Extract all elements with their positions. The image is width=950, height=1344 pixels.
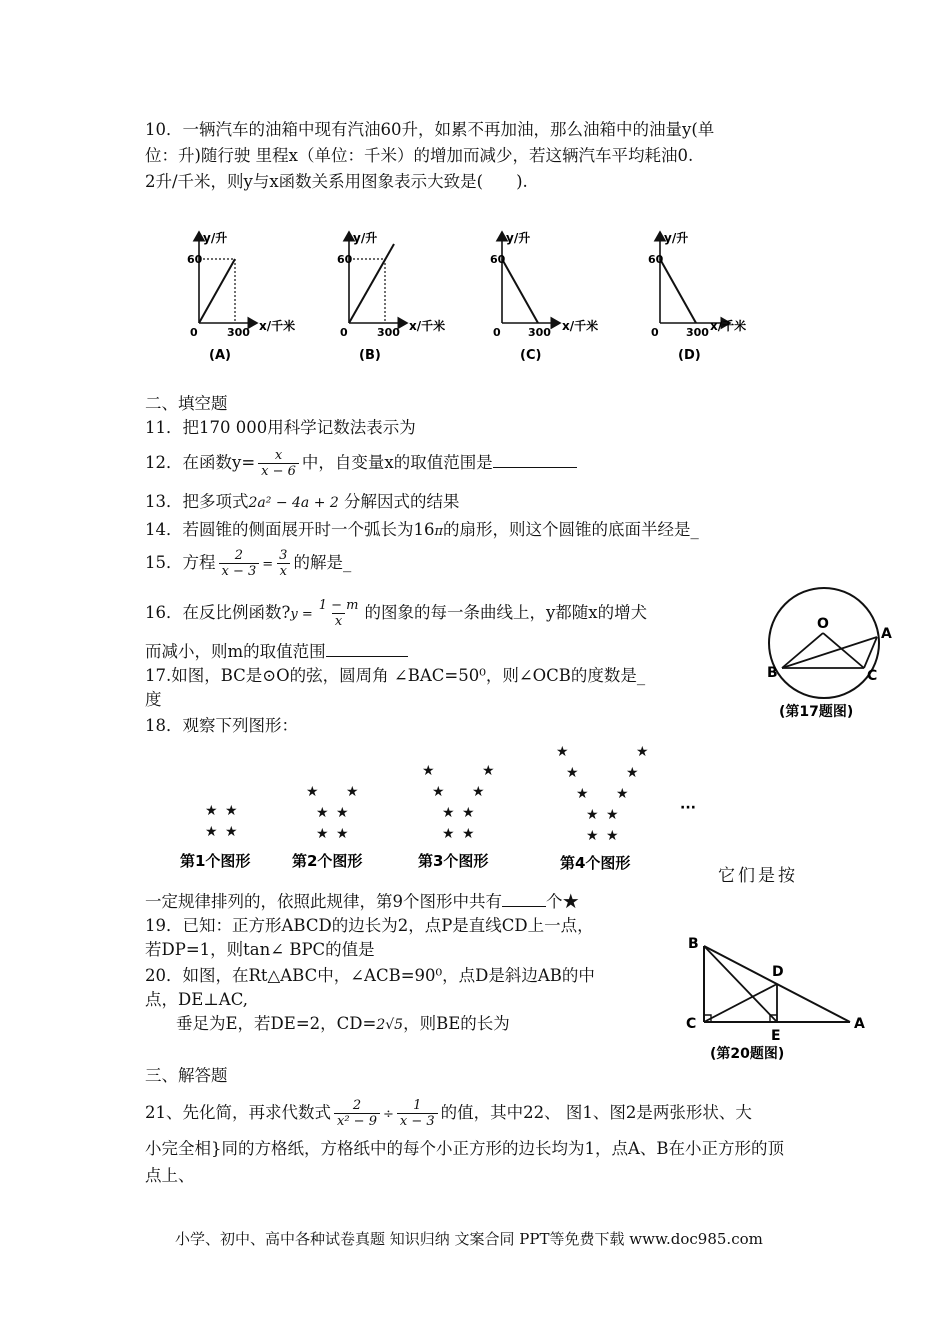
q16-num: 1 − m bbox=[318, 598, 359, 613]
fig20-label-d: D bbox=[772, 964, 784, 980]
q12-num: x bbox=[274, 448, 283, 463]
svg-text:★: ★ bbox=[225, 824, 238, 840]
graph-c bbox=[490, 230, 598, 363]
q13-pre: 13．把多项式 bbox=[145, 492, 249, 511]
star-pattern-1 bbox=[205, 803, 238, 840]
graph-b-x300: 300 bbox=[377, 326, 400, 339]
svg-text:★: ★ bbox=[442, 805, 455, 821]
q12-den: x − 6 bbox=[258, 463, 299, 479]
svg-text:★: ★ bbox=[442, 826, 455, 842]
q15-den1: x − 3 bbox=[219, 563, 260, 579]
svg-text:★: ★ bbox=[482, 763, 495, 779]
q21-pre: 21、先化简，再求代数式 bbox=[145, 1103, 331, 1122]
q16-line2-text: 而减小，则m的取值范围 bbox=[145, 642, 326, 661]
q12-answer-blank[interactable] bbox=[493, 449, 577, 468]
q19-line1: 19．已知：正方形ABCD的边长为2，点P是直线CD上一点， bbox=[145, 916, 594, 935]
q14-pi: π bbox=[434, 524, 444, 539]
graph-b bbox=[337, 230, 445, 363]
graph-b-label: (B) bbox=[359, 348, 381, 363]
q16-y: y = bbox=[290, 607, 313, 622]
q18-line2 bbox=[145, 888, 579, 914]
q12-pre: 12．在函数y= bbox=[145, 453, 256, 472]
fig20-label-c: C bbox=[686, 1016, 697, 1032]
svg-text:★: ★ bbox=[606, 807, 619, 823]
q17-line2: 度 bbox=[145, 690, 162, 709]
svg-text:★: ★ bbox=[472, 784, 485, 800]
graph-d-y60: 60 bbox=[648, 253, 664, 266]
graph-d-x300: 300 bbox=[686, 326, 709, 339]
svg-text:★: ★ bbox=[346, 784, 359, 800]
fig17-label-o: O bbox=[817, 616, 829, 632]
svg-text:★: ★ bbox=[462, 826, 475, 842]
q18-star-patterns bbox=[0, 735, 950, 875]
q18-caption-1: 第1个图形 bbox=[180, 852, 251, 870]
q15-num1: 2 bbox=[234, 548, 244, 563]
svg-text:★: ★ bbox=[616, 786, 629, 802]
graph-a-label: (A) bbox=[209, 348, 231, 363]
fig17-label-b: B bbox=[767, 665, 778, 681]
q21-div: ÷ bbox=[382, 1107, 394, 1122]
fig17-circle-diagram bbox=[765, 585, 905, 725]
q12-fraction bbox=[258, 448, 299, 479]
q18-unit: 个★ bbox=[546, 892, 579, 911]
graph-b-xlabel: x/千米 bbox=[409, 319, 446, 333]
svg-text:★: ★ bbox=[422, 763, 435, 779]
q18-line2-text: 一定规律排列的，依照此规律，第9个图形中共有 bbox=[145, 892, 502, 911]
svg-text:★: ★ bbox=[606, 828, 619, 844]
svg-text:★: ★ bbox=[225, 803, 238, 819]
q18-answer-blank[interactable] bbox=[502, 888, 546, 907]
star-pattern-3 bbox=[422, 763, 495, 842]
q12-post: 中，自变量x的取值范围是 bbox=[301, 453, 493, 472]
q15-post: 的解是_ bbox=[293, 553, 352, 572]
section-3-heading: 三、解答题 bbox=[145, 1066, 228, 1085]
star-pattern-2 bbox=[306, 784, 359, 842]
fig17-caption: (第17题图) bbox=[779, 704, 854, 720]
svg-text:★: ★ bbox=[586, 828, 599, 844]
q16 bbox=[145, 598, 647, 629]
fig20-caption: (第20题图) bbox=[710, 1046, 785, 1062]
q15-fraction-2 bbox=[276, 548, 290, 579]
graph-c-ylabel: y/升 bbox=[506, 231, 531, 245]
svg-text:★: ★ bbox=[316, 826, 329, 842]
svg-text:★: ★ bbox=[566, 765, 579, 781]
q10-line1: 10．一辆汽车的油箱中现有汽油60升，如累不再加油，那么油箱中的油量y(单 bbox=[145, 120, 715, 139]
q18-caption-3: 第3个图形 bbox=[418, 852, 489, 870]
svg-text:★: ★ bbox=[336, 805, 349, 821]
q21-line1 bbox=[145, 1098, 752, 1129]
footer-text: 小学、初中、高中各种试卷真题 知识归纳 文案合同 PPT等免费下载 www.doc985.com bbox=[175, 1230, 763, 1248]
q14 bbox=[145, 518, 699, 544]
graph-c-x300: 300 bbox=[528, 326, 551, 339]
q20-line3-post: ，则BE的长为 bbox=[403, 1014, 510, 1033]
q11: 11．把170 000用科学记数法表示为 bbox=[145, 418, 416, 437]
q20-line3-pre: 垂足为E，若DE=2，CD= bbox=[176, 1014, 377, 1033]
star-pattern-4 bbox=[556, 744, 649, 844]
q18-tail: 它们是按 bbox=[718, 866, 798, 886]
q10-line3: 2升/千米，则y与x函数关系用图象表示大致是( ). bbox=[145, 172, 528, 191]
q21-fraction-2 bbox=[397, 1098, 438, 1129]
q16-pre: 16．在反比例函数? bbox=[145, 603, 291, 622]
q15-pre: 15．方程 bbox=[145, 553, 216, 572]
q21-den1: x² − 9 bbox=[334, 1113, 380, 1129]
fig20-label-b: B bbox=[688, 936, 699, 952]
svg-text:★: ★ bbox=[432, 784, 445, 800]
graph-a-y60: 60 bbox=[187, 253, 203, 266]
graph-c-origin: 0 bbox=[493, 326, 501, 339]
q16-den: x bbox=[332, 613, 345, 629]
q21-post: 的值，其中22、 图1、图2是两张形状、大 bbox=[440, 1103, 752, 1122]
q14-post: 的扇形，则这个圆锥的底面半经是_ bbox=[443, 520, 699, 539]
svg-text:★: ★ bbox=[205, 824, 218, 840]
fig20-label-e: E bbox=[771, 1028, 781, 1044]
q13-post: 分解因式的结果 bbox=[338, 492, 460, 511]
q10-line2: 位：升)随行驶 里程x（单位：千米）的增加而减少，若这辆汽车平均耗油0. bbox=[145, 146, 694, 165]
q18-caption-2: 第2个图形 bbox=[292, 852, 363, 870]
q14-pre: 14．若圆锥的侧面展开时一个弧长为16 bbox=[145, 520, 435, 539]
q17-line1: 17.如图，BC是⊙O的弦，圆周角 ∠BAC=50⁰，则∠OCB的度数是_ bbox=[145, 666, 646, 685]
svg-text:★: ★ bbox=[626, 765, 639, 781]
graph-d-ylabel: y/升 bbox=[664, 231, 689, 245]
q18-line1: 18．观察下列图形： bbox=[145, 716, 298, 735]
fig17-label-c: C bbox=[867, 668, 878, 684]
q13-expr: 2a² − 4a + 2 bbox=[248, 495, 339, 511]
q19-line2: 若DP=1，则tan∠ BPC的值是 bbox=[145, 940, 375, 959]
fig20-label-a: A bbox=[854, 1016, 865, 1032]
svg-text:★: ★ bbox=[316, 805, 329, 821]
graph-b-ylabel: y/升 bbox=[353, 231, 378, 245]
q20-line1: 20．如图，在Rt△ABC中，∠ACB=90⁰，点D是斜边AB的中 bbox=[145, 966, 595, 985]
q16-line2 bbox=[145, 638, 408, 664]
graph-c-label: (C) bbox=[520, 348, 542, 363]
section-2-heading: 二、填空题 bbox=[145, 394, 228, 413]
q18-caption-4: 第4个图形 bbox=[560, 854, 631, 872]
q15-den2: x bbox=[277, 563, 290, 579]
q15 bbox=[145, 548, 351, 579]
svg-text:★: ★ bbox=[336, 826, 349, 842]
graph-c-y60: 60 bbox=[490, 253, 506, 266]
q15-eq: = bbox=[262, 557, 274, 572]
graph-a-x300: 300 bbox=[227, 326, 250, 339]
graph-b-origin: 0 bbox=[340, 326, 348, 339]
graph-a bbox=[187, 230, 295, 363]
q21-den2: x − 3 bbox=[397, 1113, 438, 1129]
svg-text:★: ★ bbox=[306, 784, 319, 800]
svg-text:★: ★ bbox=[556, 744, 569, 760]
q15-num2: 3 bbox=[279, 548, 288, 563]
q13 bbox=[145, 490, 460, 515]
graph-d bbox=[648, 230, 746, 363]
q16-fraction bbox=[316, 598, 362, 629]
q20-line3 bbox=[176, 1012, 510, 1037]
q20-line2: 点，DE⊥AC, bbox=[145, 990, 248, 1009]
q21-line2: 小完全相}同的方格纸，方格纸中的每个小正方形的边长均为1，点A、B在小正方形的顶 bbox=[145, 1139, 785, 1158]
svg-text:★: ★ bbox=[205, 803, 218, 819]
graph-a-xlabel: x/千米 bbox=[259, 319, 296, 333]
q15-fraction-1 bbox=[219, 548, 260, 579]
graph-d-xlabel: x/千米 bbox=[710, 319, 747, 333]
svg-text:★: ★ bbox=[586, 807, 599, 823]
fig17-label-a: A bbox=[881, 626, 892, 642]
q21-num1: 2 bbox=[352, 1098, 362, 1113]
q16-post: 的图象的每一条曲线上，y都随x的增犬 bbox=[364, 603, 648, 622]
graph-d-label: (D) bbox=[678, 348, 701, 363]
q12 bbox=[145, 448, 577, 479]
svg-text:★: ★ bbox=[636, 744, 649, 760]
fig20-triangle-diagram bbox=[680, 932, 880, 1067]
q20-line3-expr: 2√5 bbox=[376, 1017, 404, 1033]
q10-graphs bbox=[0, 222, 950, 402]
graph-a-ylabel: y/升 bbox=[203, 231, 228, 245]
svg-text:★: ★ bbox=[576, 786, 589, 802]
graph-b-y60: 60 bbox=[337, 253, 353, 266]
q21-num2: 1 bbox=[413, 1098, 422, 1113]
graph-c-xlabel: x/千米 bbox=[562, 319, 599, 333]
graph-d-origin: 0 bbox=[651, 326, 659, 339]
q18-ellipsis: ··· bbox=[680, 800, 696, 816]
svg-text:★: ★ bbox=[462, 805, 475, 821]
q16-answer-blank[interactable] bbox=[326, 638, 408, 657]
q21-fraction-1 bbox=[334, 1098, 380, 1129]
graph-a-origin: 0 bbox=[190, 326, 198, 339]
q21-line3: 点上、 bbox=[145, 1166, 195, 1185]
